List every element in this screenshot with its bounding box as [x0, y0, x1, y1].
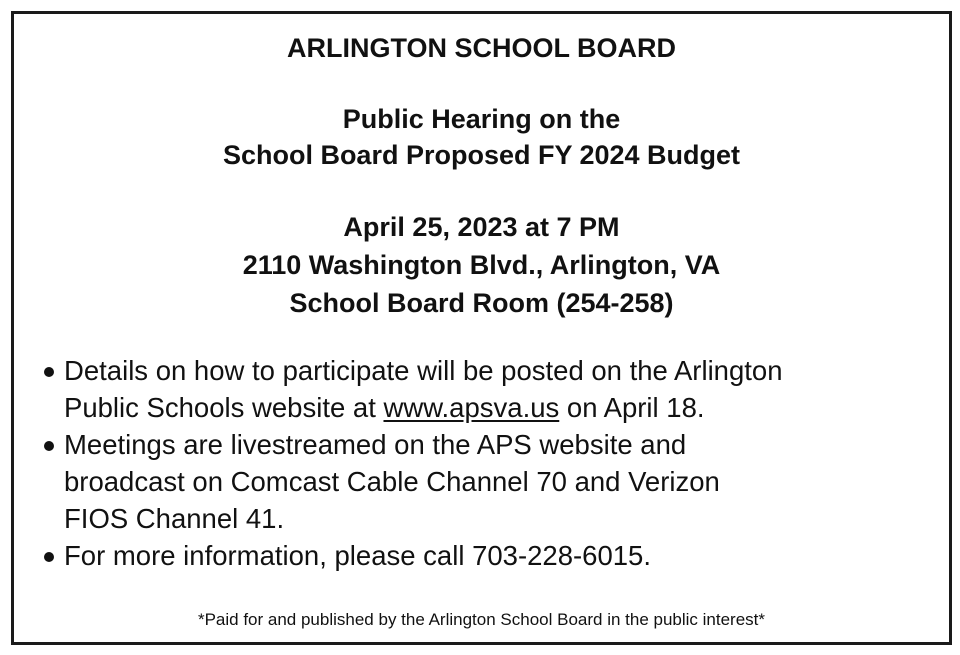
event-room: School Board Room (254-258): [289, 288, 674, 318]
bullet-dot-icon: [44, 552, 54, 562]
notice-frame: [11, 11, 952, 645]
apsva-website-link[interactable]: www.apsva.us: [383, 392, 560, 423]
bullet-dot-icon: [44, 367, 54, 377]
event-details: [14, 208, 949, 322]
info-bullet-list: [42, 352, 942, 574]
bullet-text: FIOS Channel 41.: [64, 503, 285, 534]
paid-for-disclaimer: *Paid for and published by the Arlington School Board in the public interest*: [197, 610, 766, 629]
bullet-item-participation: [42, 352, 942, 426]
bullet-text: For more information, please call 703-228-6015.: [64, 540, 651, 571]
bullet-text: [64, 389, 942, 426]
hearing-line-2: School Board Proposed FY 2024 Budget: [222, 140, 741, 170]
event-address: 2110 Washington Blvd., Arlington, VA: [242, 250, 721, 280]
bullet-dot-icon: [44, 441, 54, 451]
hearing-heading: [14, 101, 949, 173]
notice-title: ARLINGTON SCHOOL BOARD: [286, 33, 676, 63]
bullet-text: Details on how to participate will be posted on the Arlington: [64, 355, 783, 386]
bullet-text: broadcast on Comcast Cable Channel 70 and Verizon: [64, 466, 720, 497]
bullet-text-segment: Public Schools website at: [64, 392, 384, 423]
bullet-text-segment: on April 18.: [559, 392, 705, 423]
bullet-text: Meetings are livestreamed on the APS website and: [64, 429, 687, 460]
hearing-line-1: Public Hearing on the: [342, 104, 621, 134]
bullet-item-livestream: [42, 426, 942, 537]
event-date-time: April 25, 2023 at 7 PM: [343, 212, 620, 242]
bullet-item-contact: [42, 537, 942, 574]
